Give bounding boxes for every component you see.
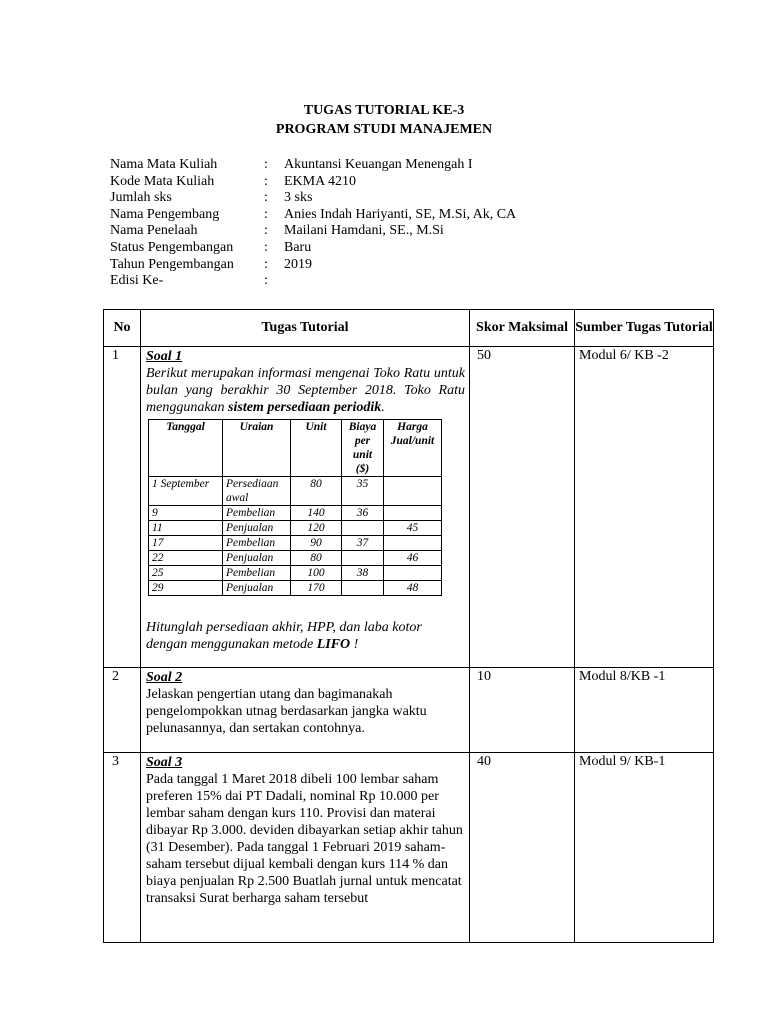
meta-label: Nama Pengembang [110,206,220,222]
doc-title: TUGAS TUTORIAL KE-3 [303,103,465,118]
intro-bold: sistem persediaan periodik [228,400,382,415]
meta-label: Jumlah sks [110,190,172,206]
inventory-cell [342,521,384,536]
inventory-cell: 35 [342,477,384,506]
soal-question [141,618,469,653]
table-row [104,668,714,753]
row-skor [470,668,575,753]
meta-row [110,257,516,274]
meta-label: Edisi Ke- [110,273,164,289]
inventory-header: Tanggal [149,420,223,477]
inventory-cell [384,477,442,506]
row-skor-text: 50 [477,348,491,363]
row-sumber [575,668,714,753]
question-bold: LIFO [316,637,351,652]
meta-row [110,207,516,224]
meta-colon: : [264,223,268,239]
row-no [104,668,141,753]
soal-intro [146,365,465,416]
row-no-text: 1 [112,348,119,363]
inventory-header: Unit [291,420,342,477]
meta-label: Nama Mata Kuliah [110,157,218,172]
inventory-cell [384,536,442,551]
meta-label: Kode Mata Kuliah [110,173,215,189]
inventory-row [149,536,442,551]
meta-value: Mailani Hamdani, SE., M.Si [284,223,444,239]
inventory-cell: Penjualan [223,551,291,566]
inventory-cell: 37 [342,536,384,551]
inventory-cell: 1 September [149,477,223,506]
meta-row [110,240,516,257]
inventory-cell: Penjualan [223,521,291,536]
row-sumber [575,753,714,943]
row-sumber-text: Modul 6/ KB -2 [579,348,669,363]
inventory-cell [342,551,384,566]
meta-value: EKMA 4210 [284,173,356,189]
inventory-row [149,566,442,581]
inventory-cell [384,506,442,521]
inventory-cell: 80 [291,551,342,566]
row-skor-text: 40 [477,754,491,769]
inventory-cell: 29 [149,581,223,596]
inventory-cell: 170 [291,581,342,596]
inventory-header: Biaya per unit ($) [342,420,384,477]
table-row [104,753,714,943]
inventory-cell: 17 [149,536,223,551]
header-skor: Skor Maksimal [470,310,575,347]
meta-colon: : [264,256,268,272]
meta-label: Tahun Pengembangan [110,256,234,272]
meta-colon: : [264,157,268,172]
row-skor [470,347,575,668]
inventory-table [148,419,442,596]
inventory-cell: 9 [149,506,223,521]
inventory-header: Uraian [223,420,291,477]
meta-colon: : [264,273,268,289]
table-row [104,347,714,668]
task-content [141,668,469,737]
meta-value: Anies Indah Hariyanti, SE, M.Si, Ak, CA [284,206,517,222]
inventory-cell [342,581,384,596]
doc-subtitle: PROGRAM STUDI MANAJEMEN [275,122,493,137]
inventory-cell: 38 [342,566,384,581]
header-no: No [104,310,141,347]
row-no-text: 3 [112,754,119,769]
inventory-cell: 22 [149,551,223,566]
question-text: Hitunglah persediaan akhir, HPP, dan laba kotor dengan menggunakan metode [146,620,422,652]
row-task [141,753,470,943]
meta-colon: : [264,190,268,206]
inventory-row [149,521,442,536]
inventory-row [149,506,442,521]
task-content [141,753,469,907]
meta-label: Status Pengembangan [110,239,234,255]
question-end: ! [350,637,359,652]
inventory-cell: 100 [291,566,342,581]
inventory-cell: Pembelian [223,506,291,521]
soal-title: Soal 2 [146,670,183,685]
inventory-cell: 46 [384,551,442,566]
soal-text: Jelaskan pengertian utang dan bagimanakah pengelompokkan utnag berdasarkan jangka waktu pelunasannya, dan sertakan contohnya. [146,687,427,736]
inventory-row [149,551,442,566]
meta-value: 2019 [284,256,312,272]
soal-title: Soal 3 [146,755,183,770]
row-no [104,347,141,668]
row-skor [470,753,575,943]
inventory-cell: 45 [384,521,442,536]
inventory-row [149,477,442,506]
table-header-row [104,310,714,347]
meta-row [110,157,516,174]
meta-colon: : [264,239,268,255]
inventory-cell: 11 [149,521,223,536]
inventory-row [149,581,442,596]
inventory-cell: 80 [291,477,342,506]
task-content [141,347,469,416]
meta-row [110,273,516,290]
meta-colon: : [264,206,268,222]
inventory-cell: Pembelian [223,566,291,581]
meta-row [110,223,516,240]
meta-value: Akuntansi Keuangan Menengah I [284,157,473,172]
row-sumber-text: Modul 9/ KB-1 [579,754,666,769]
row-no-text: 2 [112,669,119,684]
row-sumber-text: Modul 8/KB -1 [579,669,666,684]
meta-label: Nama Penelaah [110,223,198,239]
soal-text: Pada tanggal 1 Maret 2018 dibeli 100 lembar saham preferen 15% dai PT Dadali, nominal Rp 10.000 per lembar saham dengan kurs 110. Provisi dan materai dibayar Rp 3.000. deviden dibayarkan setiap akhir tahun (31 Desember). Pada tanggal 1 Februari 2019 saham-saham tersebut dijual kembali dengan kurs 114 % dan biaya penjualan Rp 2.500 Buatlah jurnal untuk mencatat transaksi Surat berharga saham tersebut [146,772,463,906]
row-no [104,753,141,943]
inventory-cell: 90 [291,536,342,551]
header-sumber: Sumber Tugas Tutorial [575,310,714,347]
inventory-cell: Persediaan awal [223,477,291,506]
row-skor-text: 10 [477,669,491,684]
inventory-cell [384,566,442,581]
row-task [141,668,470,753]
inventory-cell: 25 [149,566,223,581]
course-info [110,157,516,290]
row-sumber [575,347,714,668]
tutorial-table [103,309,714,943]
inventory-cell: 48 [384,581,442,596]
meta-row [110,174,516,191]
inventory-cell: 140 [291,506,342,521]
meta-value: Baru [284,239,312,255]
intro-text: Berikut merupakan informasi mengenai Toko Ratu untuk bulan yang berakhir 30 September 2018. Toko Ratu menggunakan [146,366,465,415]
row-task [141,347,470,668]
meta-value: 3 sks [284,190,313,206]
intro-end: . [381,400,385,415]
soal-title: Soal 1 [146,349,183,364]
meta-colon: : [264,173,268,189]
inventory-cell: 120 [291,521,342,536]
inventory-header: Harga Jual/unit [384,420,442,477]
inventory-cell: Pembelian [223,536,291,551]
inventory-cell: 36 [342,506,384,521]
header-task: Tugas Tutorial [141,310,470,347]
meta-row [110,190,516,207]
inventory-header-row [149,420,442,477]
inventory-cell: Penjualan [223,581,291,596]
